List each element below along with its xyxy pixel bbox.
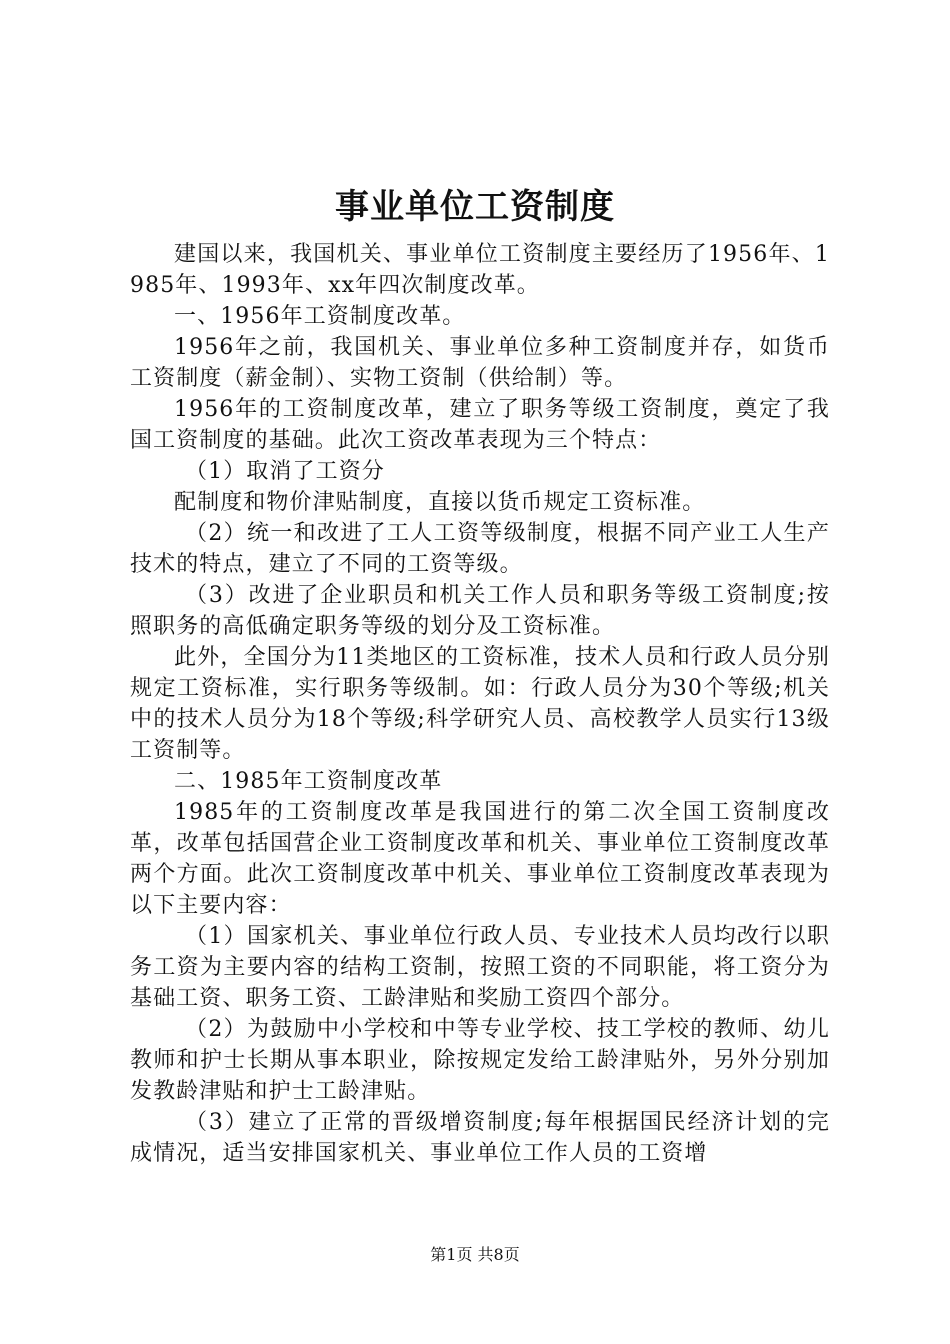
paragraph: 配制度和物价津贴制度，直接以货币规定工资标准。 xyxy=(174,490,706,515)
list-item: （1）国家机关、事业单位行政人员、专业技术人员均改行以职务工资为主要内容的结构工资制，按照工资的不同职能，将工资分为基础工资、职务工资、工龄津贴和奖励工资四个部分。 xyxy=(130,924,830,1011)
section-heading-1985: 二、1985年工资制度改革 xyxy=(174,769,443,794)
section-heading-1956: 一、1956年工资制度改革。 xyxy=(174,304,466,329)
list-item: （1）取消了工资分 xyxy=(185,459,385,484)
list-item: （2）统一和改进了工人工资等级制度，根据不同产业工人生产技术的特点，建立了不同的工资等级。 xyxy=(130,521,830,577)
paragraph-intro: 建国以来，我国机关、事业单位工资制度主要经历了1956年、1985年、1993年、xx年四次制度改革。 xyxy=(130,242,830,298)
list-item: （3）建立了正常的晋级增资制度;每年根据国民经济计划的完成情况，适当安排国家机关、事业单位工作人员的工资增 xyxy=(130,1110,830,1166)
paragraph: 此外，全国分为11类地区的工资标准，技术人员和行政人员分别规定工资标准，实行职务等级制。如：行政人员分为30个等级;机关中的技术人员分为18个等级;科学研究人员、高校教学人员实行13级工资制等。 xyxy=(130,645,830,763)
document-title: 事业单位工资制度 xyxy=(335,187,615,227)
page-number: 第1页 共8页 xyxy=(430,1245,520,1264)
list-item: （3）改进了企业职员和机关工作人员和职务等级工资制度;按照职务的高低确定职务等级的划分及工资标准。 xyxy=(130,583,830,639)
paragraph: 1985年的工资制度改革是我国进行的第二次全国工资制度改革，改革包括国营企业工资制度改革和机关、事业单位工资制度改革两个方面。此次工资制度改革中机关、事业单位工资制度改革表现为以下主要内容： xyxy=(130,800,830,918)
document-body xyxy=(130,239,830,1169)
paragraph: 1956年之前，我国机关、事业单位多种工资制度并存，如货币工资制度（薪金制）、实物工资制（供给制）等。 xyxy=(130,335,830,391)
list-item: （2）为鼓励中小学校和中等专业学校、技工学校的教师、幼儿教师和护士长期从事本职业，除按规定发给工龄津贴外，另外分别加发教龄津贴和护士工龄津贴。 xyxy=(130,1017,830,1104)
paragraph: 1956年的工资制度改革，建立了职务等级工资制度，奠定了我国工资制度的基础。此次工资改革表现为三个特点： xyxy=(130,397,830,453)
